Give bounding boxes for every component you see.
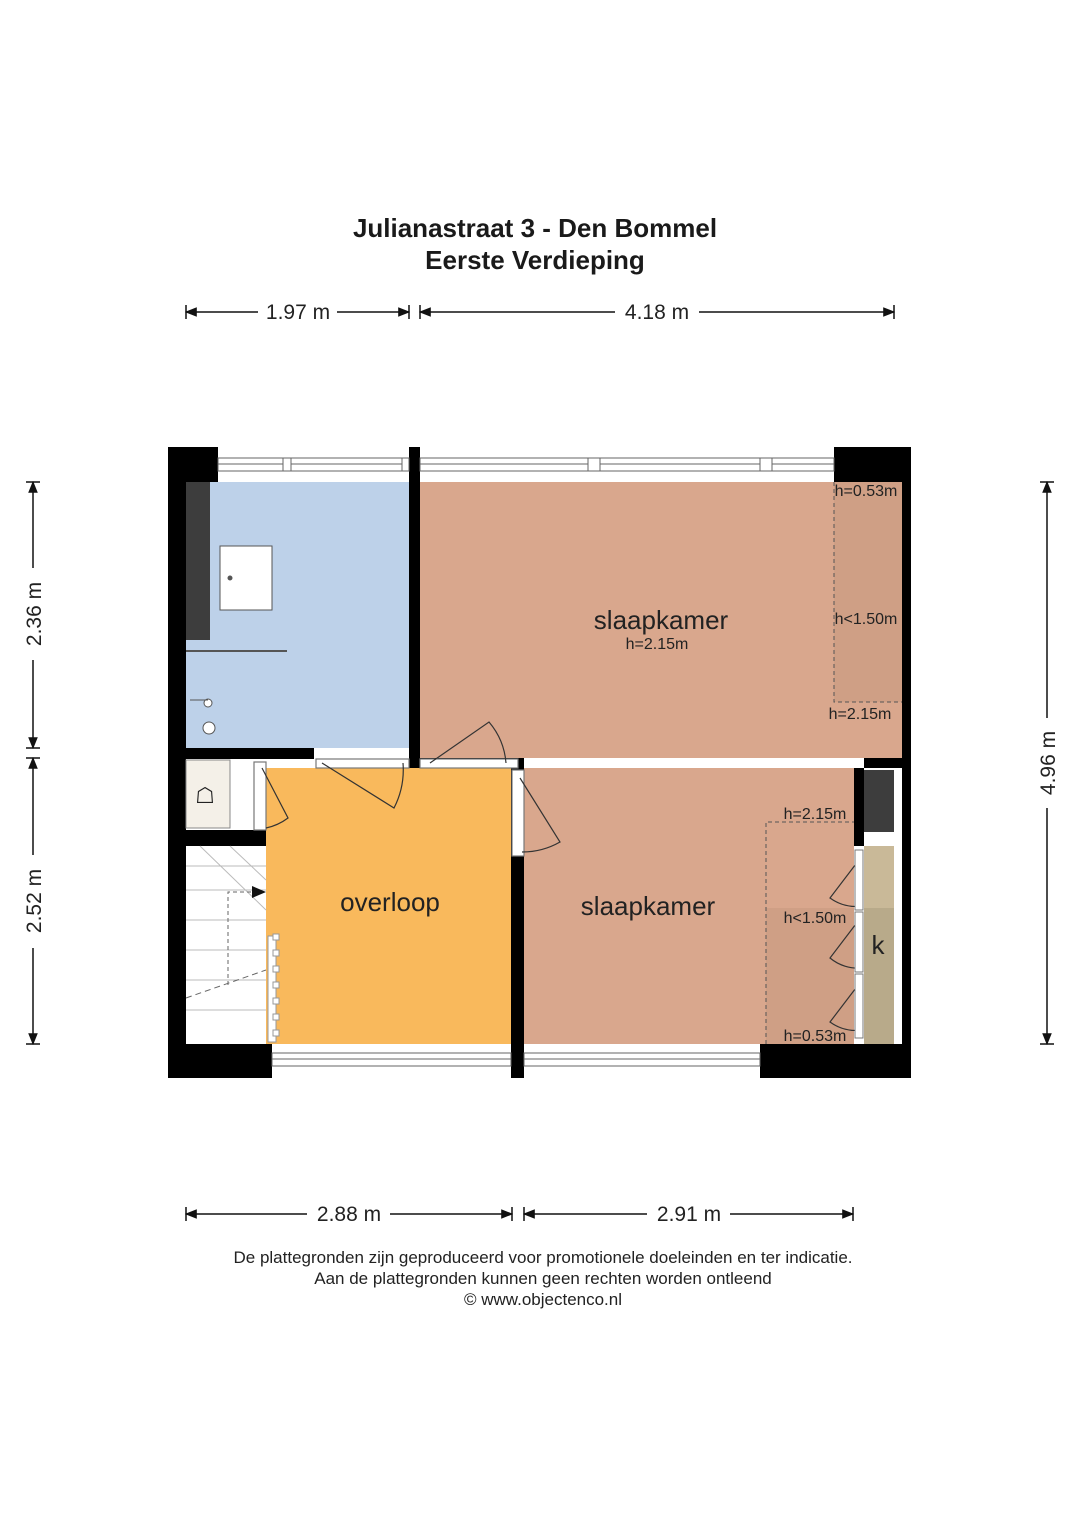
bathroom-floor bbox=[186, 482, 409, 748]
height-label-top-215: h=2.15m bbox=[828, 706, 892, 723]
dim-label-right: 4.96 m bbox=[1037, 730, 1060, 796]
copyright-line: © www.objectenco.nl bbox=[463, 1290, 623, 1309]
disclaimer-line-1: De plattegronden zijn geproduceerd voor promotionele doeleinden en ter indicatie. bbox=[233, 1248, 853, 1267]
room-label-bedroom-bottom: slaapkamer bbox=[580, 891, 716, 921]
height-label-top-053: h=0.53m bbox=[834, 483, 898, 500]
room-height-bedroom-top: h=2.15m bbox=[625, 636, 689, 653]
bedroom-bottom-low-zone bbox=[766, 908, 854, 1044]
closet-door-frames bbox=[855, 850, 863, 1038]
height-label-bottom-215: h=2.15m bbox=[783, 806, 847, 823]
dim-label-bottom-left: 2.88 m bbox=[316, 1203, 382, 1226]
disclaimer-line-2: Aan de plattegronden kunnen geen rechten worden ontleend bbox=[314, 1269, 772, 1288]
dim-label-top-right: 4.18 m bbox=[624, 301, 690, 324]
dim-label-left-bottom: 2.52 m bbox=[23, 868, 46, 934]
dim-label-left-top: 2.36 m bbox=[23, 581, 46, 647]
closet-lower bbox=[864, 908, 894, 1044]
dim-label-bottom-right: 2.91 m bbox=[656, 1203, 722, 1226]
bathroom-wall-cabinet bbox=[186, 482, 210, 640]
height-label-bottom-053: h=0.53m bbox=[783, 1028, 847, 1045]
dimension-bottom-right bbox=[524, 1203, 853, 1226]
toilet-icon bbox=[186, 760, 230, 828]
bedroom-dark-column bbox=[864, 770, 894, 832]
dimension-left-bottom bbox=[23, 758, 46, 1044]
height-label-bottom-150: h<1.50m bbox=[783, 910, 847, 927]
svg-text:☖: ☖ bbox=[195, 784, 215, 809]
dimension-bottom-left bbox=[186, 1203, 512, 1226]
room-label-closet: k bbox=[871, 930, 885, 960]
plan-title: Julianastraat 3 - Den Bommel bbox=[352, 213, 718, 243]
stairwell-floor bbox=[186, 846, 266, 1044]
floor-name: Eerste Verdieping bbox=[425, 245, 645, 275]
dim-label-top-left: 1.97 m bbox=[265, 301, 331, 324]
room-label-landing: overloop bbox=[340, 887, 440, 917]
dimension-top-left bbox=[186, 301, 409, 324]
dimension-top-right bbox=[420, 301, 894, 324]
dimension-right bbox=[1037, 482, 1060, 1044]
bedroom-top-low-zone bbox=[834, 482, 902, 702]
height-label-top-150: h<1.50m bbox=[834, 611, 898, 628]
room-label-bedroom-top: slaapkamer bbox=[593, 605, 729, 635]
dimension-left-top bbox=[23, 482, 46, 748]
